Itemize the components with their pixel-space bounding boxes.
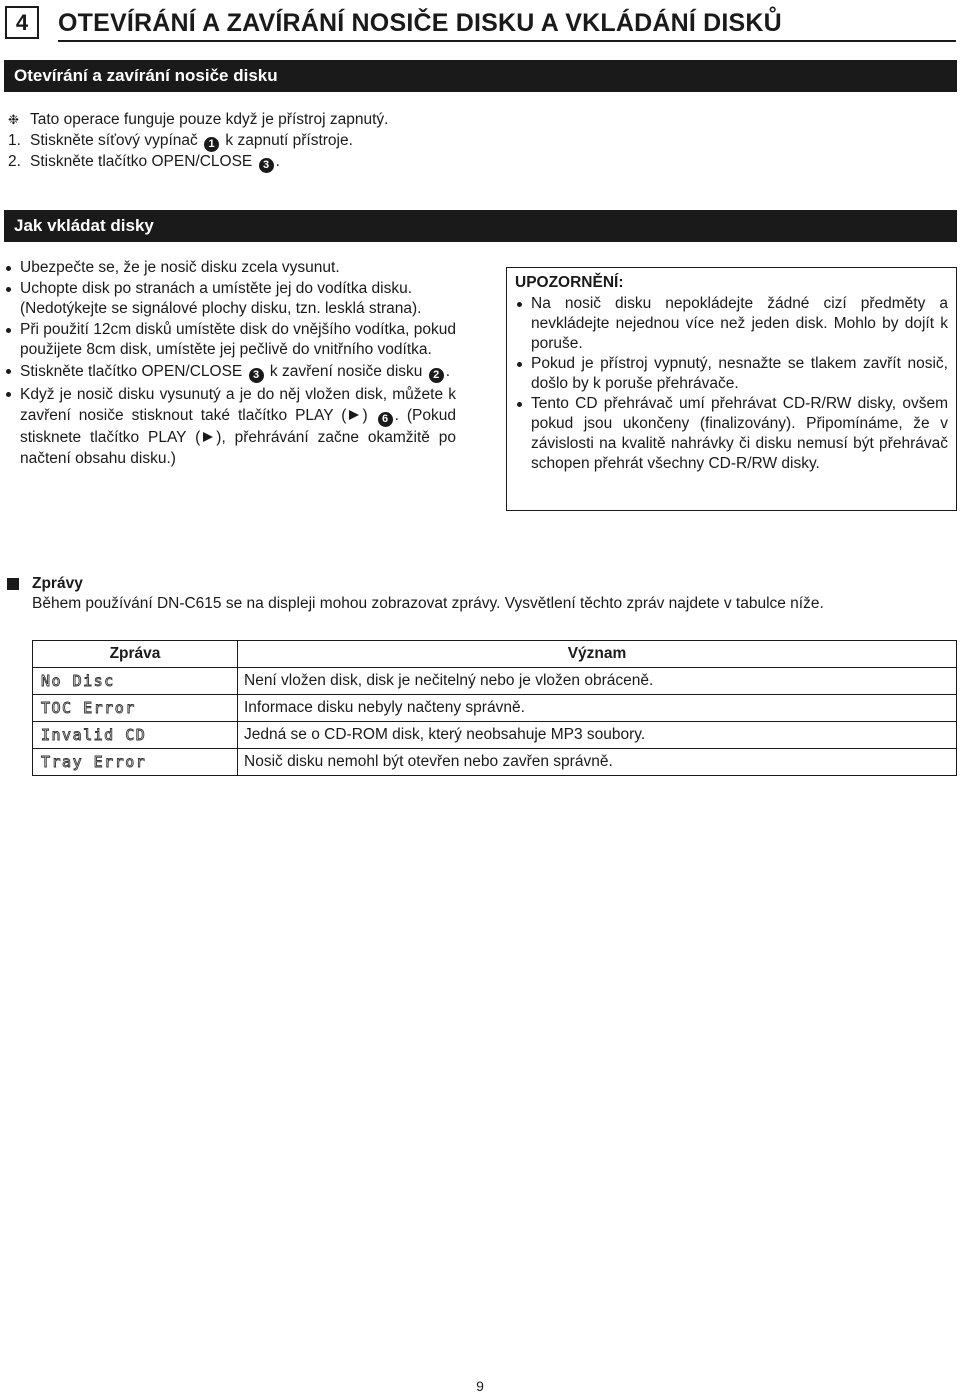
note-text: Tato operace funguje pouze když je přístroj zapnutý. <box>30 111 389 128</box>
badge-2-icon: 2 <box>429 368 444 383</box>
message-code: Tray Error <box>33 749 238 776</box>
insert-instructions <box>4 258 456 469</box>
message-code: No Disc <box>33 668 238 695</box>
step-number: 2. <box>8 153 21 170</box>
list-item: Při použití 12cm disků umístěte disk do vnějšího vodítka, pokud použijete 8cm disk, umístěte jej pečlivě do vnitřního vodítka. <box>4 320 456 360</box>
table-row <box>33 722 957 749</box>
asterisk-note-icon: ❉ <box>8 112 19 127</box>
list-item: Když je nosič disku vysunutý a je do něj vložen disk, můžete k zavření nosiče stisknout také tlačítko PLAY ( ) 6 . (Pokud stisknete tlačítko PLAY ( ), přehrávání začne okamžitě po načtení obsahu disku.) <box>4 384 456 469</box>
table-row <box>33 668 957 695</box>
section-heading-insert: Jak vkládat disky <box>4 210 957 242</box>
warning-title: UPOZORNĚNÍ: <box>515 274 624 291</box>
chapter-number-box: 4 <box>5 6 39 39</box>
message-meaning: Jedná se o CD-ROM disk, který neobsahuje MP3 soubory. <box>238 722 957 749</box>
table-header-row <box>33 641 957 668</box>
warning-item: Na nosič disku nepokládejte žádné cizí předměty a nevkládejte nejednou více než jeden disk. Mohlo by dojít k poruše. <box>515 294 948 354</box>
messages-heading: Zprávy <box>32 575 83 592</box>
list-item: Ubezpečte se, že je nosič disku zcela vysunut. <box>4 258 456 278</box>
section-square-icon <box>7 578 19 590</box>
column-header-message: Zpráva <box>33 641 238 668</box>
step-number: 1. <box>8 132 21 149</box>
message-meaning: Informace disku nebyly načteny správně. <box>238 695 957 722</box>
step-text-end: . <box>275 153 280 170</box>
step-text: Stiskněte síťový vypínač <box>30 132 198 149</box>
play-icon <box>203 432 213 442</box>
step-2 <box>8 152 488 173</box>
badge-3-icon: 3 <box>249 368 264 383</box>
step-text-end: k zapnutí přístroje. <box>225 132 353 149</box>
section-heading-open-close: Otevírání a zavírání nosiče disku <box>4 60 957 92</box>
list-item: Uchopte disk po stranách a umístěte jej do vodítka disku. (Nedotýkejte se signálové plochy disku, tzn. lesklá strana). <box>4 279 456 319</box>
chapter-title: OTEVÍRÁNÍ A ZAVÍRÁNÍ NOSIČE DISKU A VKLÁDÁNÍ DISKŮ <box>58 9 782 37</box>
message-meaning: Není vložen disk, disk je nečitelný nebo je vložen obráceně. <box>238 668 957 695</box>
warning-item: Pokud je přístroj vypnutý, nesnažte se tlakem zavřít nosič, došlo by k poruše přehrávače. <box>515 354 948 394</box>
warning-box <box>506 267 957 511</box>
warning-item: Tento CD přehrávač umí přehrávat CD-R/RW disky, ovšem pokud jsou ukončeny (finalizovány). Připomínáme, že v závislosti na kvalitě nahrávky či disku nemusí být přehrávač schopen přehrát všechny CD-R/RW disky. <box>515 394 948 474</box>
messages-table <box>32 640 957 776</box>
header-rule <box>58 40 956 42</box>
messages-intro: Během používání DN-C615 se na displeji mohou zobrazovat zprávy. Vysvětlení těchto zpráv najdete v tabulce níže. <box>32 595 824 612</box>
play-icon <box>349 410 359 420</box>
message-meaning: Nosič disku nemohl být otevřen nebo zavřen správně. <box>238 749 957 776</box>
badge-3-icon: 3 <box>259 158 274 173</box>
table-row <box>33 749 957 776</box>
badge-1-icon: 1 <box>204 137 219 152</box>
message-code: TOC Error <box>33 695 238 722</box>
table-row <box>33 695 957 722</box>
page-number: 9 <box>476 1378 484 1394</box>
step-text: Stiskněte tlačítko OPEN/CLOSE <box>30 153 253 170</box>
step-1 <box>8 131 488 152</box>
column-header-meaning: Význam <box>238 641 957 668</box>
list-item: Stiskněte tlačítko OPEN/CLOSE 3 k zavření nosiče disku 2 . <box>4 361 456 383</box>
badge-6-icon: 6 <box>378 412 393 427</box>
message-code: Invalid CD <box>33 722 238 749</box>
operation-note <box>8 110 488 130</box>
